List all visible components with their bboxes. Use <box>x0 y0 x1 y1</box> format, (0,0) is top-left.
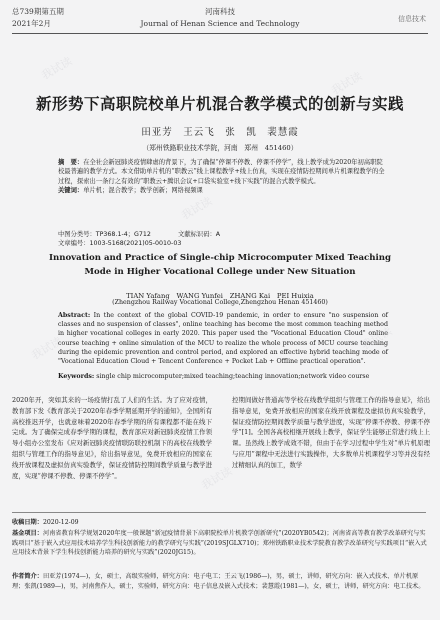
running-header <box>0 0 440 40</box>
watermark: 我试读 <box>199 464 235 493</box>
volume-label: 总739期第五期 <box>12 7 64 16</box>
header-rule <box>12 33 428 34</box>
watermark: 我试读 <box>29 334 65 363</box>
classification-row <box>58 229 398 247</box>
journal-en: Journal of Henan Science and Technology <box>140 19 300 28</box>
article-number: 文章编号：1003-5168(2021)05-0010-03 <box>58 240 182 247</box>
author-list: 田亚芳 王云飞 张 凯 裴慧霞 <box>141 127 299 138</box>
english-abstract-label: Abstract: <box>58 312 91 319</box>
footnote-received <box>12 518 428 528</box>
watermark: 我试读 <box>39 54 75 83</box>
clc-number: 中图分类号：TP368.1-4；G712 <box>58 231 151 238</box>
english-title <box>0 252 440 279</box>
document-code: 文献标识码：A <box>178 231 221 238</box>
watermark: 我试读 <box>359 324 395 353</box>
journal-cn: 河南科技 <box>205 7 235 16</box>
fund-text: 河南省教育科学规划2020年度一般课题“新冠疫情背景下高职院校单片机教学创新研究”(2020YB0542)；河南省高等教育教学改革研究与实践项目“基于嵌入式应用技术培养学生科技创新能力的教学研究与实践”(2019SJGLX710)；郑州铁路职业技术学院教育教学改革研究与实践项目“嵌入式应用技术背景下学生科技创新能力培养的研究与实践”(2020JG15)。 <box>12 530 427 557</box>
keywords-text: 单片机；混合教学；教学创新；网络视频课 <box>83 187 203 195</box>
footnote-rule <box>12 512 426 513</box>
footnote-fund <box>12 529 428 558</box>
english-abstract-text: In the context of the global COVID-19 pandemic, in order to ensure "no suspension of classes and no suspension of classes", online teaching has become the most common teaching method in higher vocational colleges in early 2020. This paper used the "Vocational Education Cloud" online course teaching + online simulation of the MCU to realize the whole process of MCU course teaching during the epidemic prevention and control period, and explored an effective hybrid teaching mode of "Vocational Education Cloud + Tencent Conference + Pocket Lab + Offline practical operation". <box>58 312 388 366</box>
abstract-label: 摘 要： <box>58 159 84 166</box>
english-keywords-text: single chip microcomputer;mixed teaching;teaching innovation;network video course <box>96 373 370 380</box>
fund-label: 基金项目： <box>12 530 43 537</box>
abstract-text: 在全社会新冠肺炎疫情肆虐的背景下，为了确保“停课不停教、停课不停学”，线上教学成为2020年初高职院校最普遍的教学方式。本文借助单片机的“职教云”线上课程教学+线上仿真，实现在疫情防控期间单片机课程教学的全过程，探索出一条行之有效的“职教云+腾讯会议+口袋实验室+线下实践”的混合式教学模式。 <box>58 159 385 185</box>
footnote-author-bio <box>12 572 428 591</box>
section-label: 信息技术 <box>398 15 426 23</box>
author-bio-label: 作者简介： <box>12 573 43 580</box>
abstract-cn <box>58 158 388 196</box>
journal-name <box>0 6 440 30</box>
author-bio-text: 田亚芳(1974—)，女，硕士，高级实验师，研究方向：电子电工；王云飞(1986—)，男，硕士，讲师，研究方向：嵌入式技术、单片机原理；张凯(1989—)，男，河南焦作人，硕士，实验师，研究方向：电子信息及嵌入式技术；裴慧霞(1981—)，女，硕士，讲师，研究方向：电工技术。 <box>12 573 425 590</box>
watermark: 我试读 <box>179 194 215 223</box>
english-title-line2: Mode in Higher Vocational College under New Situation <box>84 266 356 277</box>
english-authors: TIAN Yafang WANG Yunfei ZHANG Kai PEI Huixia <box>126 292 314 300</box>
body-column-right: 控期间做好普通高等学校在线教学组织与管理工作的指导意见》，给出指导意见，免费开放相应的国家在线开放课程及虚拟仿真实验教学，保证疫情防控期间教学质量与教学进度，实现“停课不停教、停课不停学”[1]。全国各高校相继开展线上教学，保证学生能够正常进行线上上课。虽然线上教学成效不错，但由于在学习过程中学生对“单片机原理与应用”课程中无法进行实践操作，大多数单片机课程学习等并没有经过精细认真的加工，数学 <box>232 396 430 469</box>
body-column-left: 2020年开，突如其来的一场疫情打乱了人们的生活。为了应对疫情，教育部下发《教育部关于2020年春季学期延期开学的通知》，全国所有高校推迟开学，也就意味着2020年春季学期的所有课程都不能在线下完成。为了确保完成春季学期的课程，教育部应对新冠肺炎疫情工作领导小组办公室发布《应对新冠肺炎疫情联防联控机制下的高校在线教学组织与管理工作的指导意见》，给出指导意见，免费开放相应的国家在线开放课程及虚拟仿真实验教学，保证疫情防控期间教学质量与教学进度，实现“停课不停教、停课不停学”。 <box>12 396 212 480</box>
english-keywords-label: Keywords: <box>58 373 95 380</box>
affiliation: （郑州铁路职业技术学院，河南 郑州 451460） <box>142 144 298 152</box>
keywords-label: 关键词： <box>58 187 84 195</box>
received-label: 收稿日期： <box>12 519 43 526</box>
english-keywords <box>58 372 388 381</box>
watermark: 我试读 <box>329 69 365 98</box>
english-abstract <box>58 311 388 366</box>
paper-title: 新形势下高职院校单片机混合教学模式的创新与实践 <box>35 95 404 113</box>
english-affiliation: (Zhengzhou Railway Vocational College,Zhengzhou Henan 451460) <box>112 299 328 306</box>
date-label: 2021年2月 <box>12 19 51 28</box>
received-date: 2020-12-09 <box>42 519 79 526</box>
english-title-line1: Innovation and Practice of Single-chip Microcomputer Mixed Teaching <box>48 253 392 263</box>
